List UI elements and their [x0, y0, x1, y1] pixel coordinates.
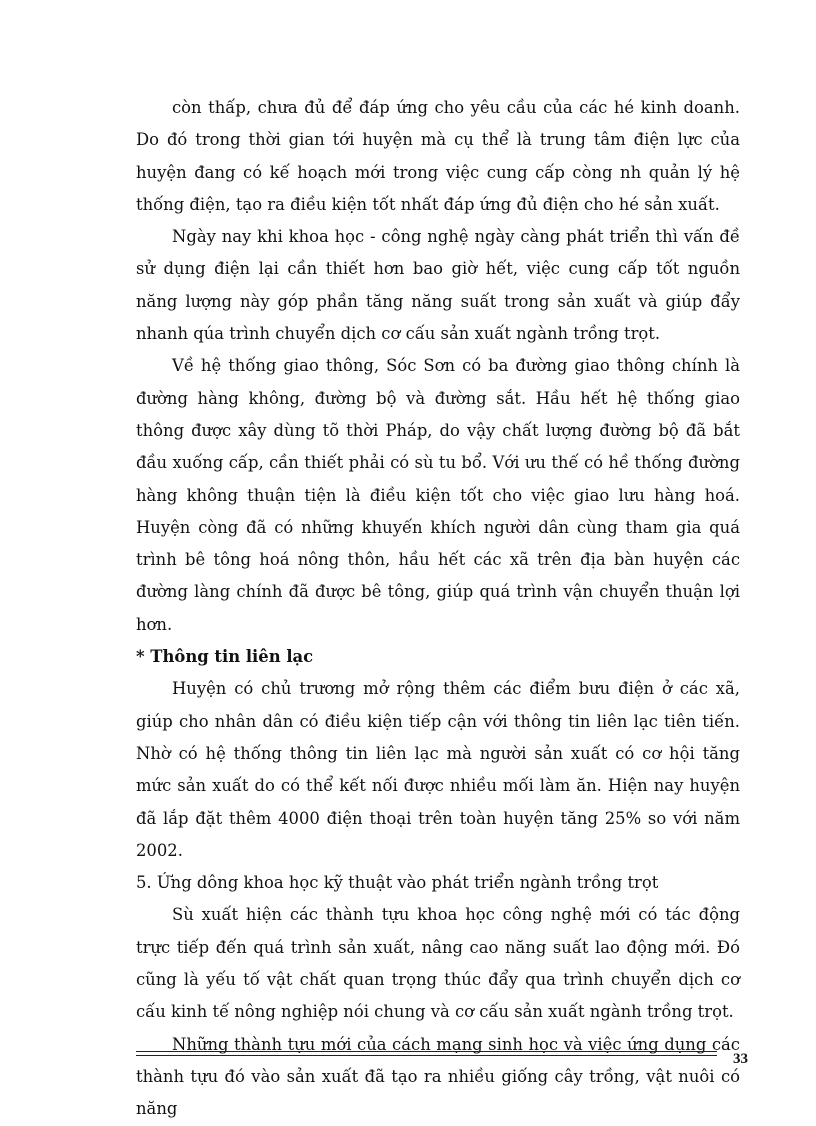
paragraph-electricity-importance: Ngày nay khi khoa học - công nghệ ngày càng phát triển thì vấn đề sử dụng điện lại cần thiết hơn bao giờ hết, việc cung cấp tốt nguồn năng lượng này góp phần tăng năng suất trong sản xuất và giúp đẩy nhanh qúa trình chuyển dịch cơ cấu sản xuất ngành trồng trọt. [136, 227, 740, 344]
paragraph-communications: Huyện có chủ trương mở rộng thêm các điểm bưu điện ở các xã, giúp cho nhân dân có điều kiện tiếp cận với thông tin liên lạc tiên tiến. Nhờ có hệ thống thông tin liên lạc mà người sản xuất có cơ hội tăng mức sản xuất do có thể kết nối được nhiều mối làm ăn. Hiện nay huyện đã lắp đặt thêm 4000 điện thoại trên toàn huyện tăng 25% so với năm 2002. [136, 679, 740, 860]
section-heading-technology: 5. Ứng dông khoa học kỹ thuật vào phát triển ngành trồng trọt [136, 873, 659, 893]
paragraph-technology-impact: Sù xuất hiện các thành tựu khoa học công nghệ mới có tác động trực tiếp đến quá trình sản xuất, nâng cao năng suất lao động mới. Đó cũng là yếu tố vật chất quan trọng thúc đẩy qua trình chuyển dịch cơ cấu kinh tế nông nghiệp nói chung và cơ cấu sản xuất ngành trồng trọt. [136, 905, 740, 1022]
paragraph-transport: Về hệ thống giao thông, Sóc Sơn có ba đường giao thông chính là đường hàng không, đường bộ và đường sắt. Hầu hết hệ thống giao thông được xây dùng tõ thời Pháp, do vậy chất lượng đường bộ đã bắt đầu xuống cấp, cần thiết phải có sù tu bổ. Với ưu thế có hề thống đường hàng không thuận tiện là điều kiện tốt cho việc giao lưu hàng hoá. Huyện còng đã có những khuyến khích người dân cùng tham gia quá trình bê tông hoá nông thôn, hầu hết các xã trên địa bàn huyện các đường làng chính đã được bê tông, giúp quá trình vận chuyển thuận lợi hơn. [136, 356, 740, 634]
section-heading-communications: * Thông tin liên lạc [136, 647, 314, 667]
page-body [136, 92, 740, 1126]
paragraph-biology-achievements: Những thành tựu mới của cách mạng sinh học và việc ứng dụng các thành tựu đó vào sản xuất đã tạo ra nhiều giống cây trồng, vật nuôi có năng [136, 1034, 740, 1119]
footer-divider [136, 1051, 717, 1056]
paragraph-electricity-plan: còn thấp, chưa đủ để đáp ứng cho yêu cầu của các hé kinh doanh. Do đó trong thời gian tới huyện mà cụ thể là trung tâm điện lực của huyện đang có kế hoạch mới trong việc cung cấp còng nh quản lý hệ thống điện, tạo ra điều kiện tốt nhất đáp ứng đủ điện cho hé sản xuất. [136, 98, 740, 214]
page-number: 33 [733, 1051, 748, 1067]
